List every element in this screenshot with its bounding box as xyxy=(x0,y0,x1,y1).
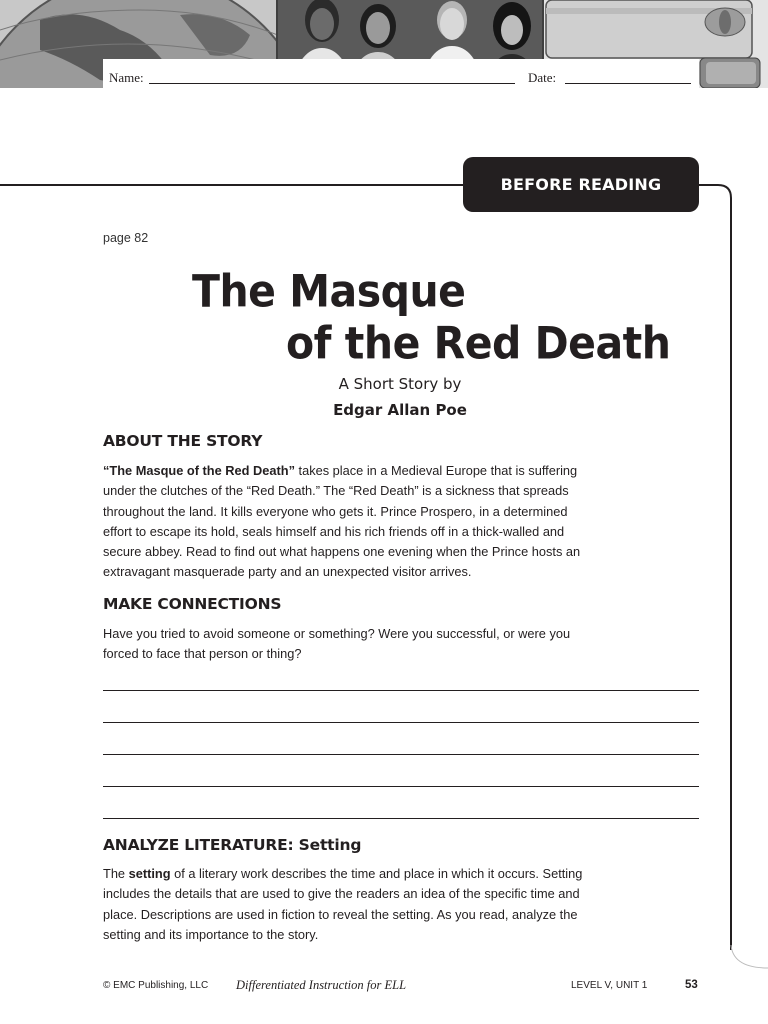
setting-body: of a literary work describes the time and place in which it occurs. Setting includes the details that are used to give the readers an idea of the specific time and place. Descriptions are used in fiction to reveal the setting. As you read, analyze the setting and its importance to the story. xyxy=(103,866,583,942)
footer-level: LEVEL V, UNIT 1 xyxy=(571,980,648,991)
setting-term: setting xyxy=(128,866,171,881)
story-type-byline: A Short Story by xyxy=(338,375,462,393)
answer-line[interactable] xyxy=(103,786,699,787)
name-field-line[interactable] xyxy=(149,83,515,84)
name-date-bar xyxy=(103,59,699,88)
about-story-heading: ABOUT THE STORY xyxy=(103,432,263,450)
answer-line[interactable] xyxy=(103,722,699,723)
header-photo-banner xyxy=(0,0,768,88)
make-connections-question: Have you tried to avoid someone or something? Were you successful, or were you forced to face that person or thing? xyxy=(103,626,571,662)
footer-page-number: 53 xyxy=(685,979,698,991)
setting-prefix: The xyxy=(103,866,129,881)
story-author: Edgar Allan Poe xyxy=(333,401,467,419)
answer-line[interactable] xyxy=(103,690,699,691)
make-connections-heading: MAKE CONNECTIONS xyxy=(103,595,282,613)
date-label: Date: xyxy=(528,70,557,85)
analyze-literature-heading: ANALYZE LITERATURE: Setting xyxy=(103,836,362,854)
name-label: Name: xyxy=(109,70,144,85)
about-story-paragraph xyxy=(103,461,593,583)
before-reading-label: BEFORE READING xyxy=(500,175,662,194)
page-reference: page 82 xyxy=(103,231,149,245)
before-reading-tab xyxy=(463,157,699,212)
about-story-body: takes place in a Medieval Europe that is suffering under the clutches of the “Red Death.” The “Red Death” is a sickness that spreads throughout the land. It kills everyone who gets it. Prince Prospero, in a determined effort to escape its hold, seals himself and his rich friends off in a thick-walled and secure abbey. Read to find out what happens one evening when the Prince hosts an extravagant masquerade party and an unexpected visitor arrives. xyxy=(103,463,581,580)
answer-line[interactable] xyxy=(103,818,699,819)
story-title-line1: The Masque xyxy=(192,265,466,318)
analyze-literature-paragraph xyxy=(103,864,583,945)
answer-line[interactable] xyxy=(103,754,699,755)
story-title-line2: of the Red Death xyxy=(286,317,671,370)
story-title-bold: “The Masque of the Red Death” xyxy=(103,463,295,478)
date-field-line[interactable] xyxy=(565,83,691,84)
footer-copyright: © EMC Publishing, LLC xyxy=(103,980,209,991)
footer-series: Differentiated Instruction for ELL xyxy=(236,978,407,992)
